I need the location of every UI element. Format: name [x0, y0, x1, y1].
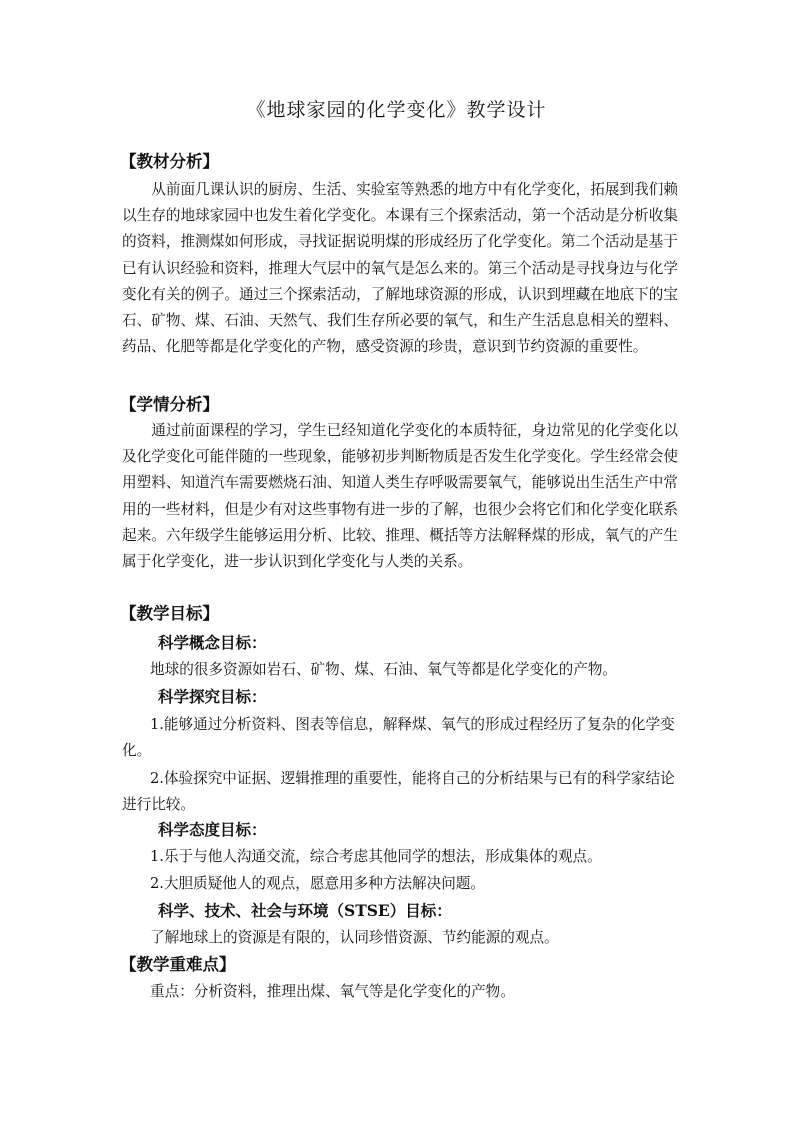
- goal-attitude-item-1: 1.乐于与他人沟通交流，综合考虑其他同学的想法，形成集体的观点。: [150, 848, 602, 865]
- goal-text-concept: 地球的很多资源如岩石、矿物、煤、石油、氧气等都是化学变化的产物。: [150, 661, 618, 678]
- goal-label-concept: 科学概念目标：: [158, 633, 267, 652]
- section-heading-teaching-goals: 【教学目标】: [120, 604, 219, 623]
- goal-inquiry-item-1: 1.能够通过分析资料、图表等信息，解释煤、氧气的形成过程经历了复杂的化学变化。: [122, 716, 675, 760]
- key-points-text: 重点：分析资料，推理出煤、氧气等是化学变化的产物。: [150, 983, 515, 1000]
- textbook-analysis-paragraph: 从前面几课认识的厨房、生活、实验室等熟悉的地方中有化学变化，拓展到我们赖以生存的地球家园中也发生着化学变化。本课有三个探索活动，第一个活动是分析收集的资料，推测煤如何形成，寻找证据说明煤的形成经历了化学变化。第二个活动是基于已有认识经验和资料，推理大气层中的氧气是怎么来的。第三个活动是寻找身边与化学变化有关的例子。通过三个探索活动，了解地球资源的形成，认识到埋藏在地底下的宝石、矿物、煤、石油、天然气、我们生存所必要的氧气，和生产生活息息相关的塑料、药品、化肥等都是化学变化的产物，感受资源的珍贵，意识到节约资源的重要性。: [122, 181, 678, 356]
- section-heading-student-analysis: 【学情分析】: [120, 395, 219, 414]
- goal-attitude-item-2: 2.大胆质疑他人的观点，愿意用多种方法解决问题。: [150, 875, 485, 892]
- goal-label-stse: 科学、技术、社会与环境（STSE）目标：: [158, 901, 452, 920]
- goal-label-inquiry: 科学探究目标：: [158, 687, 267, 706]
- section-heading-textbook-analysis: 【教材分析】: [120, 152, 219, 171]
- goal-label-attitude: 科学态度目标：: [158, 820, 267, 839]
- section-heading-key-points: 【教学重难点】: [120, 955, 236, 974]
- document-title: 《地球家园的化学变化》教学设计: [246, 99, 547, 121]
- student-analysis-paragraph: 通过前面课程的学习，学生已经知道化学变化的本质特征，身边常见的化学变化以及化学变化可能伴随的一些现象，能够初步判断物质是否发生化学变化。学生经常会使用塑料、知道汽车需要燃烧石油、知道人类生存呼吸需要氧气，能够说出生活生产中常用的一些材料，但是少有对这些事物有进一步的了解，也很少会将它们和化学变化联系起来。六年级学生能够运用分析、比较、推理、概括等方法解释煤的形成，氧气的产生属于化学变化，进一步认识到化学变化与人类的关系。: [122, 422, 678, 571]
- goal-inquiry-item-2: 2.体验探究中证据、逻辑推理的重要性，能将自己的分析结果与已有的科学家结论进行比较。: [122, 770, 675, 814]
- goal-text-stse: 了解地球上的资源是有限的，认同珍惜资源、节约能源的观点。: [150, 929, 559, 946]
